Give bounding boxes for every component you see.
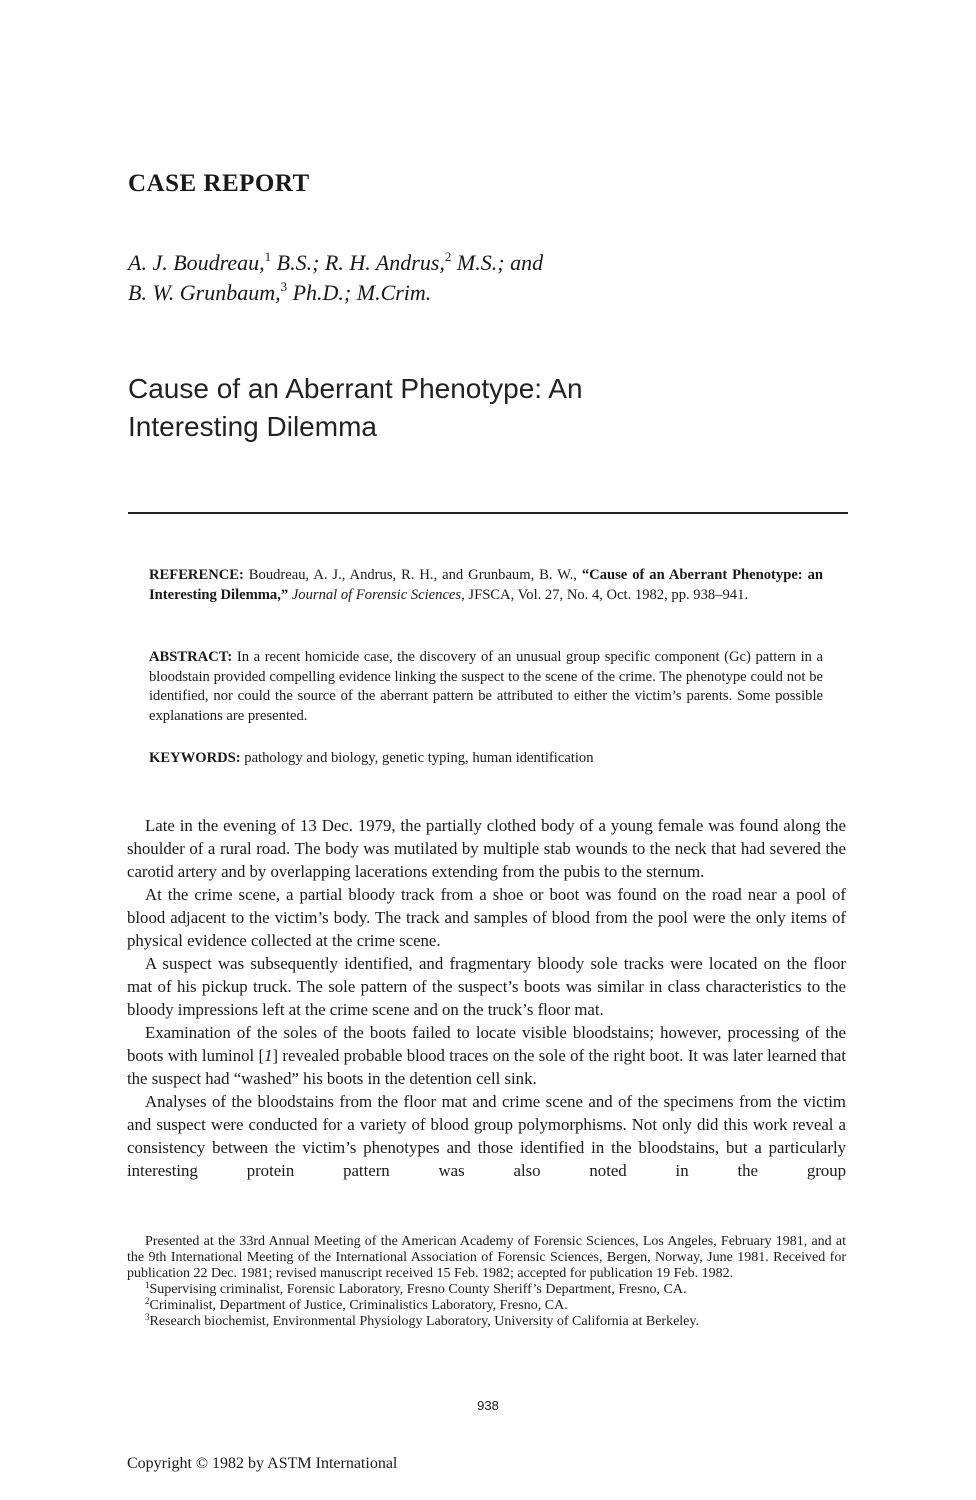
body-text <box>127 814 846 1182</box>
section-label: CASE REPORT <box>128 170 310 197</box>
author-affiliation-mark: 1 <box>264 249 272 264</box>
footnote-text: Criminalist, Department of Justice, Criminalistics Laboratory, Fresno, CA. <box>149 1298 568 1313</box>
abstract-label: ABSTRACT: <box>149 649 233 665</box>
reference-article-title: “Cause of an Aberrant Phenotype: an Interesting Dilemma,” <box>149 567 824 603</box>
keywords-label: KEYWORDS: <box>149 750 241 766</box>
footnote-presented: Presented at the 33rd Annual Meeting of the American Academy of Forensic Sciences, Los Angeles, February 1981, and at the 9th International Meeting of the International Association of Forensic Sciences, Bergen, Norway, June 1981. Received for publication 22 Dec. 1981; revised manuscript received 15 Feb. 1982; accepted for publication 19 Feb. 1982. <box>127 1234 846 1281</box>
citation-ref: 1 <box>264 1046 273 1065</box>
author-name: A. J. Boudreau, <box>128 250 265 275</box>
body-paragraph <box>127 1021 846 1090</box>
abstract-block <box>149 648 823 726</box>
author-degree: Ph.D.; M.Crim. <box>287 280 432 305</box>
author-line <box>128 280 431 306</box>
author-affiliation-mark: 2 <box>444 249 452 264</box>
copyright-notice: Copyright © 1982 by ASTM International <box>127 1455 398 1472</box>
author-degree: M.S.; and <box>451 250 544 275</box>
abstract-text: In a recent homicide case, the discovery of an unusual group specific component (Gc) pattern in a bloodstain provided compelling evidence linking the suspect to the scene of the crime. The phenotype could not be identified, nor could the source of the aberrant pattern be attributed to either the victim’s parents. Some possible explanations are presented. <box>149 649 823 724</box>
paragraph-text: Analyses of the bloodstains from the floor mat and crime scene and of the specimens from the victim and suspect were conducted for a variety of blood group polymorphisms. Not only did this work reveal a consistency between the victim’s phenotypes and those identified in the bloodstains, but a particularly interesting protein pattern was also noted in the group <box>127 1092 846 1180</box>
title-line: Interesting Dilemma <box>128 411 377 442</box>
reference-label: REFERENCE: <box>149 567 244 583</box>
keywords-text: pathology and biology, genetic typing, human identification <box>240 750 594 766</box>
footnote-number: 2 <box>145 1296 150 1306</box>
footnote <box>127 1314 846 1330</box>
reference-block <box>149 566 823 605</box>
reference-authors: Boudreau, A. J., Andrus, R. H., and Grunbaum, B. W., <box>243 567 582 583</box>
article-title <box>128 370 768 446</box>
paragraph-text: ] revealed probable blood traces on the sole of the right boot. It was later learned that the suspect had “washed” his boots in the detention cell sink. <box>127 1046 846 1088</box>
author-degree: B.S.; R. H. Andrus, <box>271 250 445 275</box>
title-line: Cause of an Aberrant Phenotype: An <box>128 373 583 404</box>
body-paragraph <box>127 1090 846 1182</box>
author-line <box>128 250 543 276</box>
paragraph-text: A suspect was subsequently identified, and fragmentary bloody sole tracks were located on the floor mat of his pickup truck. The sole pattern of the suspect’s boots was similar in class characteristics to the bloody impressions left at the crime scene and on the truck’s floor mat. <box>127 954 846 1019</box>
footnote-text: Supervising criminalist, Forensic Laboratory, Fresno County Sheriff’s Department, Fresno, CA. <box>149 1282 687 1297</box>
footnote <box>127 1298 846 1314</box>
reference-details: JFSCA, Vol. 27, No. 4, Oct. 1982, pp. 938–941. <box>464 586 749 603</box>
footnote-number: 1 <box>145 1280 150 1290</box>
keywords-block <box>149 749 823 769</box>
body-paragraph <box>127 883 846 952</box>
paragraph-text: At the crime scene, a partial bloody track from a shoe or boot was found on the road near a pool of blood adjacent to the victim’s body. The track and samples of blood from the pool were the only items of physical evidence collected at the crime scene. <box>127 885 846 950</box>
reference-journal: Journal of Forensic Sciences, <box>288 586 465 603</box>
footnotes <box>127 1234 846 1330</box>
page-number: 938 <box>477 1398 499 1413</box>
paragraph-text: Late in the evening of 13 Dec. 1979, the partially clothed body of a young female was found along the shoulder of a rural road. The body was mutilated by multiple stab wounds to the neck that had severed the carotid artery and by overlapping lacerations extending from the pubis to the sternum. <box>127 816 846 881</box>
title-divider <box>128 512 848 514</box>
author-name: B. W. Grunbaum, <box>128 280 281 305</box>
author-affiliation-mark: 3 <box>280 279 288 294</box>
body-paragraph <box>127 814 846 883</box>
body-paragraph <box>127 952 846 1021</box>
footnote <box>127 1282 846 1298</box>
paragraph-text: Examination of the soles of the boots failed to locate visible bloodstains; however, processing of the boots with luminol [ <box>127 1023 846 1065</box>
footnote-number: 3 <box>145 1312 150 1322</box>
footnote-text: Research biochemist, Environmental Physiology Laboratory, University of California at Berkeley. <box>149 1314 699 1329</box>
